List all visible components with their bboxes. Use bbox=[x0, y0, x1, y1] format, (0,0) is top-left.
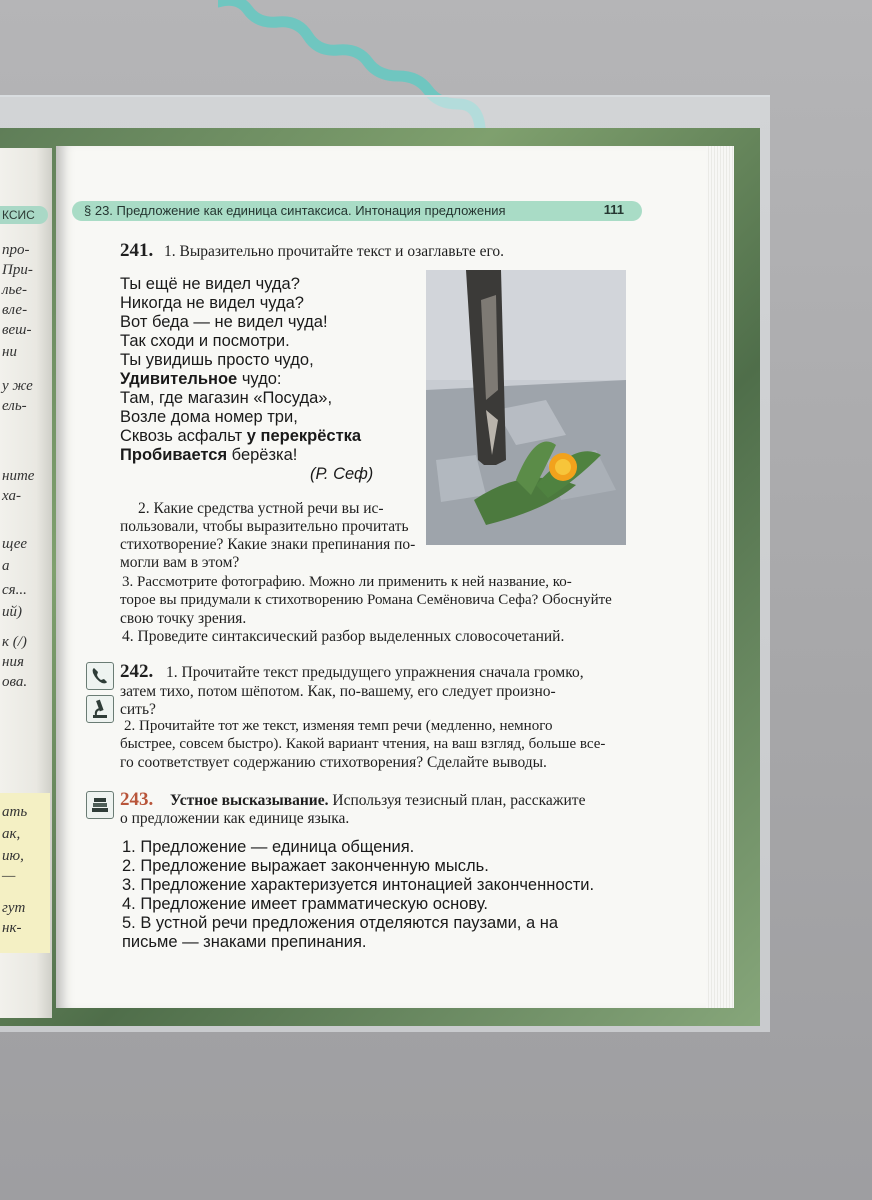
exercise-task: торое вы придумали к стихотворению Романа Семёновича Сефа? Обоснуйте bbox=[120, 592, 612, 608]
poem-text: берёзка! bbox=[227, 446, 298, 464]
left-fragment: щее bbox=[2, 536, 28, 552]
phone-icon bbox=[86, 662, 114, 690]
exercise-task: 3. Рассмотрите фотографию. Можно ли применить к ней название, ко- bbox=[122, 574, 572, 590]
exercise-task: свою точку зрения. bbox=[120, 610, 247, 627]
poem-text: чудо: bbox=[237, 370, 282, 388]
thesis-item: 1. Предложение — единица общения. bbox=[122, 838, 415, 856]
exercise-task: быстрее, совсем быстро). Какой вариант чтения, на ваш взгляд, больше все- bbox=[120, 736, 606, 752]
highlighted-phrase: у перекрёстка bbox=[246, 427, 362, 445]
thesis-item: 3. Предложение характеризуется интонацией законченности. bbox=[122, 876, 595, 894]
poem-line: Так сходи и посмотри. bbox=[120, 332, 290, 350]
books-icon bbox=[86, 791, 114, 819]
running-header bbox=[72, 201, 642, 221]
exercise-title: Устное высказывание. bbox=[170, 792, 329, 809]
thesis-item: письме — знаками препинания. bbox=[122, 933, 367, 951]
poem-line: Там, где магазин «Посуда», bbox=[120, 389, 333, 407]
poem-line: Возле дома номер три, bbox=[120, 408, 298, 426]
left-fragment: вле- bbox=[2, 302, 28, 318]
poem-line bbox=[120, 446, 297, 465]
exercise-number: 241. bbox=[120, 240, 154, 261]
left-fragment: ий) bbox=[2, 604, 22, 620]
exercise-task: могли вам в этом? bbox=[120, 554, 240, 571]
left-fragment: у же bbox=[2, 378, 33, 394]
left-fragment: — bbox=[2, 868, 16, 884]
thesis-item: 5. В устной речи предложения отделяются паузами, а на bbox=[122, 914, 559, 932]
left-fragment: ова. bbox=[2, 674, 28, 690]
left-fragment: ель- bbox=[2, 398, 27, 414]
left-fragment: ак, bbox=[2, 826, 21, 842]
page-number: 111 bbox=[603, 202, 624, 217]
highlighted-word: Удивительное bbox=[120, 370, 238, 388]
poem-author: (Р. Сеф) bbox=[310, 465, 374, 483]
exercise-task: 2. Прочитайте тот же текст, изменяя темп речи (медленно, немного bbox=[124, 718, 553, 734]
poem-line: Никогда не видел чуда? bbox=[120, 294, 304, 312]
left-fragment: При- bbox=[2, 262, 33, 278]
microscope-icon bbox=[86, 695, 114, 723]
left-fragment: ию, bbox=[2, 848, 24, 864]
left-fragment: ни bbox=[2, 344, 17, 360]
left-fragment: нк- bbox=[2, 920, 22, 936]
exercise-task: 2. Какие средства устной речи вы ис- bbox=[138, 500, 384, 517]
exercise-intro: о предложении как единице языка. bbox=[120, 810, 350, 827]
exercise-task: сить? bbox=[120, 701, 156, 718]
left-fragment: ать bbox=[2, 804, 28, 820]
exercise-task: стихотворение? Какие знаки препинания по- bbox=[120, 536, 416, 553]
left-fragment: ния bbox=[2, 654, 24, 670]
exercise-task: затем тихо, потом шёпотом. Как, по-вашему, его следует произно- bbox=[120, 683, 556, 700]
left-fragment: лье- bbox=[2, 282, 28, 298]
left-page bbox=[0, 148, 52, 1018]
exercise-task: пользовали, чтобы выразительно прочитать bbox=[120, 518, 409, 535]
poem-text: Сквозь асфальт bbox=[120, 427, 247, 445]
exercise-task: 1. Прочитайте текст предыдущего упражнения сначала громко, bbox=[166, 664, 584, 681]
exercise-number: 243. bbox=[120, 789, 154, 810]
exercise-text: Используя тезисный план, расскажите bbox=[328, 792, 586, 809]
poem-line: Ты ещё не видел чуда? bbox=[120, 275, 300, 293]
exercise-task: 4. Проведите синтаксический разбор выделенных словосочетаний. bbox=[122, 628, 565, 645]
poem-line: Ты увидишь просто чудо, bbox=[120, 351, 314, 369]
exercise-task: го соответствует содержанию стихотворения? Сделайте выводы. bbox=[120, 754, 547, 771]
exercise-number: 242. bbox=[120, 661, 154, 682]
thesis-item: 4. Предложение имеет грамматическую основу. bbox=[122, 895, 489, 913]
thesis-item: 2. Предложение выражает законченную мысль. bbox=[122, 857, 489, 875]
left-fragment: ха- bbox=[2, 488, 21, 504]
left-running-header: КСИС bbox=[0, 206, 48, 224]
left-fragment: веш- bbox=[2, 322, 32, 338]
left-fragment: ните bbox=[2, 468, 35, 484]
exercise-task: 1. Выразительно прочитайте текст и озаглавьте его. bbox=[164, 243, 505, 260]
section-title: § 23. Предложение как единица синтаксиса. Интонация предложения bbox=[84, 203, 506, 218]
exercise-intro bbox=[170, 792, 585, 810]
left-fragment: гут bbox=[2, 900, 26, 916]
left-fragment: про- bbox=[2, 242, 30, 258]
left-fragment: ся... bbox=[2, 582, 27, 598]
poem-line bbox=[120, 427, 361, 446]
left-fragment: к (/) bbox=[2, 634, 27, 650]
dandelion-photo bbox=[426, 270, 626, 545]
poem-line: Вот беда — не видел чуда! bbox=[120, 313, 328, 331]
left-fragment: а bbox=[2, 558, 10, 574]
poem-line bbox=[120, 370, 282, 389]
highlighted-word: Пробивается bbox=[120, 446, 228, 464]
